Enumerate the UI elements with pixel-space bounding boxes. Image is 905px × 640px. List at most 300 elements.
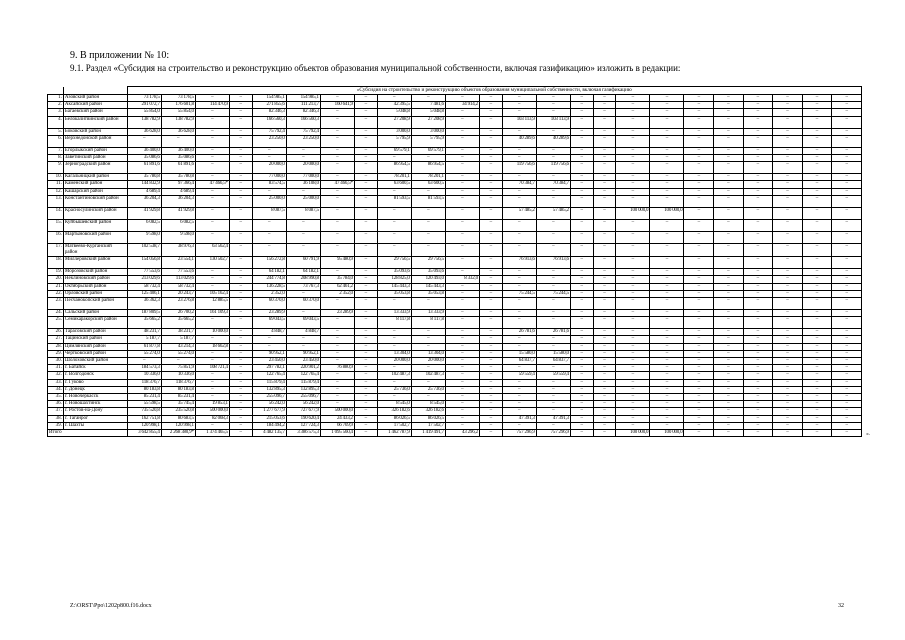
value-cell: 17 502,7 (377, 422, 411, 429)
total-value-cell: 1 374 465,5 (195, 430, 229, 437)
value-cell: – (195, 283, 229, 290)
value-cell: – (593, 231, 616, 243)
value-cell: – (714, 257, 744, 269)
value-cell: – (354, 188, 377, 195)
value-cell: 13 333,9 (377, 310, 411, 317)
value-cell: – (714, 162, 744, 174)
document-path: Z:\ORST\Ppo\1202p800.f16.docx (70, 603, 152, 609)
value-cell: – (684, 195, 714, 207)
value-cell: 215 053,6 (252, 415, 286, 422)
value-cell: – (536, 231, 570, 243)
value-cell: 36 362,3 (127, 298, 161, 310)
value-cell: 35 665,2 (127, 317, 161, 329)
value-cell: – (832, 358, 862, 365)
value-cell: – (195, 128, 229, 135)
value-cell: – (479, 401, 502, 408)
value-cell: – (802, 102, 832, 109)
municipality-name: Боковский район (63, 128, 127, 135)
value-cell: – (536, 317, 570, 329)
value-cell: – (411, 329, 445, 336)
value-cell: – (377, 379, 411, 386)
value-cell: 138 782,9 (161, 116, 195, 128)
value-cell: 85 231,4 (161, 394, 195, 401)
value-cell: – (479, 155, 502, 162)
value-cell: – (650, 219, 684, 231)
value-cell: – (650, 386, 684, 393)
value-cell: 184 573,3 (127, 365, 161, 372)
value-cell: 36 108,0 (286, 181, 320, 188)
value-cell: – (445, 358, 479, 365)
value-cell: – (684, 231, 714, 243)
value-cell: – (802, 257, 832, 269)
value-cell: – (320, 195, 354, 207)
value-cell: – (479, 336, 502, 343)
row-number: 38. (48, 415, 64, 422)
value-cell: – (570, 147, 593, 154)
value-cell: 136 228,5 (252, 283, 286, 290)
value-cell: – (802, 188, 832, 195)
value-cell: 4 848,7 (286, 329, 320, 336)
value-cell: – (714, 188, 744, 195)
value-cell: – (832, 181, 862, 188)
municipality-name: Неклиновский район (63, 276, 127, 283)
value-cell: 113 029,6 (161, 276, 195, 283)
table-row (48, 128, 862, 135)
value-cell: – (320, 243, 354, 256)
value-cell: – (616, 219, 650, 231)
value-cell: – (773, 207, 803, 219)
value-cell: – (684, 343, 714, 350)
value-cell: – (229, 269, 252, 276)
value-cell: – (354, 207, 377, 219)
table-row (48, 181, 862, 188)
value-cell: 47 466,5* (320, 181, 354, 188)
value-cell: – (229, 181, 252, 188)
value-cell: 8 087,5 (252, 207, 286, 219)
value-cell: 100 000,0 (616, 207, 650, 219)
value-cell: – (743, 147, 773, 154)
value-cell: – (593, 116, 616, 128)
value-cell: – (479, 317, 502, 329)
value-cell: – (354, 317, 377, 329)
value-cell: – (502, 128, 536, 135)
value-cell: – (650, 155, 684, 162)
value-cell: – (773, 109, 803, 116)
value-cell: – (320, 394, 354, 401)
value-cell: – (479, 298, 502, 310)
value-cell: – (445, 415, 479, 422)
value-cell: – (445, 207, 479, 219)
value-cell: 61 891,6 (161, 162, 195, 174)
municipality-name: Константиновский район (63, 195, 127, 207)
value-cell: – (802, 290, 832, 297)
value-cell: 115 879,4 (252, 379, 286, 386)
value-cell: – (832, 135, 862, 147)
value-cell: – (502, 102, 536, 109)
value-cell: 64 837,7 (502, 358, 536, 365)
value-cell: – (229, 195, 252, 207)
municipality-name: Мартыновский район (63, 231, 127, 243)
value-cell: – (445, 290, 479, 297)
value-cell: – (802, 394, 832, 401)
value-cell: – (570, 195, 593, 207)
value-cell: 2 352,0 (320, 290, 354, 297)
value-cell: – (684, 336, 714, 343)
value-cell: – (229, 207, 252, 219)
value-cell: – (377, 394, 411, 401)
value-cell: – (802, 195, 832, 207)
value-cell: – (684, 365, 714, 372)
row-number: 5. (48, 128, 64, 135)
value-cell: 69 579,1 (377, 147, 411, 154)
value-cell: 90 952,1 (252, 350, 286, 357)
value-cell: – (445, 343, 479, 350)
value-cell: – (773, 155, 803, 162)
value-cell: 235 520,8 (161, 408, 195, 415)
value-cell: – (411, 243, 445, 256)
value-cell: – (684, 379, 714, 386)
table-row (48, 415, 862, 422)
value-cell: – (195, 231, 229, 243)
value-cell: – (320, 329, 354, 336)
value-cell: – (229, 219, 252, 231)
value-cell: – (743, 269, 773, 276)
value-cell: – (743, 219, 773, 231)
value-cell: – (229, 276, 252, 283)
value-cell: – (743, 372, 773, 379)
value-cell: – (593, 343, 616, 350)
value-cell: – (743, 343, 773, 350)
municipality-name: Тарасовский район (63, 329, 127, 336)
value-cell: – (195, 372, 229, 379)
value-cell: – (773, 365, 803, 372)
value-cell: 103 113,9 (502, 116, 536, 128)
value-cell: – (714, 269, 744, 276)
value-cell: 24 433,2 (320, 415, 354, 422)
value-cell: – (743, 358, 773, 365)
value-cell: – (616, 195, 650, 207)
value-cell: 4 689,4 (161, 188, 195, 195)
municipality-name: г. Гуково (63, 379, 127, 386)
value-cell: 75 244,5 (502, 290, 536, 297)
value-cell: – (195, 422, 229, 429)
value-cell: 20 243,7 (161, 290, 195, 297)
value-cell: – (684, 243, 714, 256)
municipality-name: Каменский район (63, 181, 127, 188)
value-cell: – (570, 365, 593, 372)
value-cell: – (411, 394, 445, 401)
table-row (48, 116, 862, 128)
value-cell: 60 791,9 (286, 257, 320, 269)
table-row (48, 343, 862, 350)
value-cell: – (650, 336, 684, 343)
value-cell: 29 756,5 (411, 257, 445, 269)
value-cell: 90 952,1 (286, 350, 320, 357)
value-cell: – (832, 116, 862, 128)
total-value-cell: – (743, 430, 773, 437)
value-cell: – (743, 408, 773, 415)
value-cell: 40 289,6 (536, 135, 570, 147)
total-label: Итого (48, 430, 128, 437)
value-cell: – (832, 243, 862, 256)
value-cell: – (832, 422, 862, 429)
value-cell: – (445, 174, 479, 181)
value-cell: 58 732,4 (127, 283, 161, 290)
value-cell: – (286, 310, 320, 317)
value-cell: 115 879,4 (286, 379, 320, 386)
value-cell: – (802, 207, 832, 219)
value-cell: 8 545,0 (411, 401, 445, 408)
municipality-name: Аксайский район (63, 102, 127, 109)
table-row (48, 155, 862, 162)
value-cell: 20 000,0 (377, 358, 411, 365)
value-cell: – (684, 290, 714, 297)
value-cell: – (684, 394, 714, 401)
value-cell: – (320, 401, 354, 408)
total-value-cell: 100 000,0 (616, 430, 650, 437)
value-cell: – (195, 336, 229, 343)
value-cell: – (802, 283, 832, 290)
value-cell: – (445, 269, 479, 276)
value-cell: 166 560,3 (286, 116, 320, 128)
value-cell: – (536, 394, 570, 401)
value-cell: – (229, 415, 252, 422)
value-cell: – (195, 317, 229, 329)
value-cell: – (743, 350, 773, 357)
value-cell: – (802, 336, 832, 343)
value-cell: – (743, 128, 773, 135)
value-cell: – (684, 102, 714, 109)
value-cell: – (229, 188, 252, 195)
value-cell: – (377, 231, 411, 243)
municipality-name: Морозовский район (63, 269, 127, 276)
value-cell: – (502, 365, 536, 372)
value-cell: – (229, 102, 252, 109)
row-number: 22. (48, 290, 64, 297)
value-cell: – (743, 317, 773, 329)
value-cell: – (229, 379, 252, 386)
value-cell: – (502, 243, 536, 256)
value-cell: – (320, 358, 354, 365)
value-cell: – (802, 298, 832, 310)
table-row (48, 386, 862, 393)
municipality-name: г. Новошахтинск (63, 401, 127, 408)
value-cell: – (445, 422, 479, 429)
value-cell: 297 782,1 (252, 365, 286, 372)
value-cell: – (502, 310, 536, 317)
value-cell: – (802, 231, 832, 243)
value-cell: – (229, 231, 252, 243)
value-cell: – (650, 298, 684, 310)
value-cell: 23 250,0 (286, 135, 320, 147)
value-cell: – (773, 379, 803, 386)
value-cell: – (650, 95, 684, 102)
value-cell: – (684, 128, 714, 135)
value-cell: 208 990,8 (286, 276, 320, 283)
value-cell: 213 029,6 (127, 276, 161, 283)
row-number: 33. (48, 379, 64, 386)
total-value-cell: 3 386 575,3 (286, 430, 320, 437)
value-cell: – (832, 317, 862, 329)
value-cell: 70 384,7 (502, 181, 536, 188)
value-cell: 36 204,3 (127, 195, 161, 207)
value-cell: – (479, 174, 502, 181)
value-cell: – (593, 135, 616, 147)
value-cell: 20 000,0 (286, 162, 320, 174)
value-cell: – (714, 147, 744, 154)
municipality-name: Шолоховский район (63, 358, 127, 365)
value-cell: – (377, 95, 411, 102)
value-cell: – (593, 147, 616, 154)
value-cell: – (593, 195, 616, 207)
value-cell: – (802, 109, 832, 116)
row-number: 18. (48, 257, 64, 269)
value-cell: 35 745,4 (161, 401, 195, 408)
value-cell: 244 774,8 (252, 276, 286, 283)
value-cell: – (536, 243, 570, 256)
value-cell: – (252, 231, 286, 243)
value-cell: 500 000,0 (195, 408, 229, 415)
value-cell: – (445, 317, 479, 329)
value-cell: – (354, 155, 377, 162)
value-cell: 735 520,8 (127, 408, 161, 415)
value-cell: 166 560,3 (252, 116, 286, 128)
value-cell: 19 853,1 (195, 401, 229, 408)
value-cell: – (354, 379, 377, 386)
value-cell: – (570, 116, 593, 128)
value-cell: – (832, 207, 862, 219)
value-cell: – (229, 162, 252, 174)
value-cell: 82 346,3 (252, 109, 286, 116)
value-cell: – (802, 181, 832, 188)
value-cell: – (773, 283, 803, 290)
value-cell: – (502, 317, 536, 329)
value-cell: – (593, 269, 616, 276)
value-cell: – (445, 379, 479, 386)
value-cell: – (684, 401, 714, 408)
value-cell: – (161, 135, 195, 147)
value-cell: – (536, 386, 570, 393)
value-cell: – (445, 195, 479, 207)
value-cell: – (479, 231, 502, 243)
value-cell: – (354, 181, 377, 188)
value-cell: – (536, 336, 570, 343)
value-cell: 26 700,2 (161, 310, 195, 317)
value-cell: – (195, 95, 229, 102)
value-cell: – (714, 95, 744, 102)
value-cell: – (354, 219, 377, 231)
closing-quote: ». (866, 432, 870, 438)
value-cell: 8 332,0 (445, 276, 479, 283)
value-cell: – (479, 243, 502, 256)
value-cell: – (377, 188, 411, 195)
value-cell: – (802, 219, 832, 231)
value-cell: 23 450,0 (252, 358, 286, 365)
value-cell: – (536, 95, 570, 102)
value-cell: – (195, 358, 229, 365)
value-cell: – (195, 135, 229, 147)
value-cell: – (593, 219, 616, 231)
table-row (48, 109, 862, 116)
value-cell: – (616, 116, 650, 128)
value-cell: – (773, 317, 803, 329)
value-cell: 57 485,2 (536, 207, 570, 219)
value-cell: 75 792,4 (286, 128, 320, 135)
table-row (48, 310, 862, 317)
value-cell: – (445, 155, 479, 162)
value-cell: – (411, 207, 445, 219)
value-cell: – (229, 372, 252, 379)
value-cell: – (832, 147, 862, 154)
value-cell: 8 087,5 (286, 207, 320, 219)
row-number: 2. (48, 102, 64, 109)
value-cell: – (479, 162, 502, 174)
value-cell: – (479, 350, 502, 357)
value-cell: – (445, 386, 479, 393)
value-cell: – (479, 195, 502, 207)
value-cell: – (773, 174, 803, 181)
value-cell: – (773, 422, 803, 429)
value-cell: – (743, 116, 773, 128)
value-cell: – (536, 188, 570, 195)
value-cell: 35 665,2 (161, 317, 195, 329)
value-cell: – (743, 181, 773, 188)
value-cell: – (616, 298, 650, 310)
value-cell: 114 470,9 (195, 102, 229, 109)
value-cell: – (616, 128, 650, 135)
value-cell: – (252, 155, 286, 162)
value-cell: 5 795,9 (411, 135, 445, 147)
value-cell: – (536, 195, 570, 207)
value-cell: – (570, 269, 593, 276)
value-cell: – (570, 231, 593, 243)
value-cell: 63 562,4 (195, 243, 229, 256)
value-cell: – (743, 336, 773, 343)
value-cell: 55 274,0 (127, 350, 161, 357)
value-cell: – (320, 135, 354, 147)
row-number: 9. (48, 162, 64, 174)
value-cell: 255 096,7 (286, 394, 320, 401)
value-cell: – (802, 155, 832, 162)
municipality-name: Кашарский район (63, 188, 127, 195)
value-cell: – (832, 231, 862, 243)
value-cell: 35 053,8 (411, 290, 445, 297)
value-cell: – (832, 195, 862, 207)
value-cell: 255 096,7 (252, 394, 286, 401)
value-cell: – (479, 329, 502, 336)
value-cell: – (616, 343, 650, 350)
value-cell: – (802, 95, 832, 102)
value-cell: – (570, 181, 593, 188)
value-cell: – (445, 394, 479, 401)
value-cell: – (714, 116, 744, 128)
value-cell: 145 443,3 (377, 283, 411, 290)
value-cell: – (593, 422, 616, 429)
value-cell: – (650, 174, 684, 181)
value-cell: – (570, 422, 593, 429)
value-cell: – (445, 231, 479, 243)
value-cell: 25 736,0 (411, 386, 445, 393)
value-cell: – (354, 336, 377, 343)
row-number: 15. (48, 219, 64, 231)
value-cell: 63 600,5 (411, 181, 445, 188)
value-cell: 35 093,6 (411, 269, 445, 276)
row-number: 3. (48, 109, 64, 116)
value-cell: 154 056,8 (127, 257, 161, 269)
value-cell: – (354, 195, 377, 207)
value-cell: 61 877,8 (127, 343, 161, 350)
row-number: 16. (48, 231, 64, 243)
